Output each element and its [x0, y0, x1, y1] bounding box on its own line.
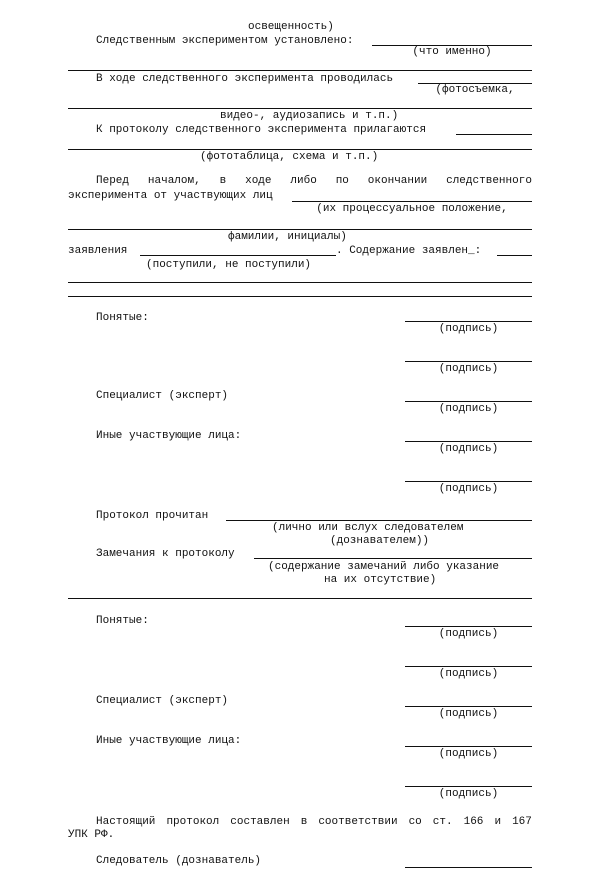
attached-caption: (фототаблица, схема и т.п.) [200, 151, 379, 163]
statements-content-label: . Содержание заявлен_: [336, 245, 482, 257]
signature-caption: (подпись) [438, 443, 499, 455]
recording-caption-1: (фотосъемка, [435, 84, 515, 96]
word: 167 [512, 816, 532, 828]
word: следственного [446, 175, 532, 187]
signature-caption: (подпись) [438, 628, 499, 640]
signature-caption: (подпись) [438, 788, 499, 800]
statements-caption-1: (их процессуальное положение, [316, 203, 508, 215]
signature-caption: (подпись) [438, 708, 499, 720]
other-person-1-signature-line[interactable] [405, 746, 532, 747]
witness-2-signature-line[interactable] [405, 666, 532, 667]
other-persons-label: Иные участвующие лица: [96, 430, 242, 442]
investigator-signature-line[interactable] [405, 867, 532, 868]
recording-label: В ходе следственного эксперимента проводилась [96, 73, 394, 85]
remarks-caption-2: на их отсутствие) [324, 574, 437, 586]
statements-content-field[interactable] [497, 255, 532, 256]
word: в [219, 175, 227, 187]
established-continuation-line[interactable] [68, 70, 532, 71]
final-line-1 [96, 816, 532, 829]
statements-persons-field[interactable] [292, 201, 532, 202]
word: 166 [463, 816, 484, 828]
attached-field[interactable] [456, 134, 532, 135]
signature-caption: (подпись) [438, 403, 499, 415]
statements-line-2: эксперимента от участвующих лиц [68, 190, 273, 202]
remarks-caption-1: (содержание замечаний либо указание [268, 561, 500, 573]
specialist-signature-line[interactable] [405, 401, 532, 402]
word: ходе [245, 175, 272, 187]
specialist-label: Специалист (эксперт) [96, 390, 229, 402]
read-field[interactable] [226, 520, 532, 521]
word: окончании [367, 175, 428, 187]
other-person-2-signature-line[interactable] [405, 786, 532, 787]
statements-word: заявления [68, 245, 128, 257]
attached-label: К протоколу следственного эксперимента прилагаются [96, 124, 427, 136]
recording-caption-2: видео-, аудиозапись и т.п.) [220, 110, 399, 122]
investigator-label: Следователь (дознаватель) [96, 855, 262, 867]
word: началом, [147, 175, 201, 187]
signature-caption: (подпись) [438, 748, 499, 760]
word: ст. [432, 816, 453, 828]
attached-continuation-line[interactable] [68, 149, 532, 150]
recording-continuation-line[interactable] [68, 108, 532, 109]
final-line-2: УПК РФ. [68, 829, 115, 841]
word: протокол [166, 816, 220, 828]
established-caption: (что именно) [412, 46, 492, 58]
word: Настоящий [96, 816, 156, 828]
word: соответствии [318, 816, 398, 828]
other-person-2-signature-line[interactable] [405, 481, 532, 482]
statements-content-line-1[interactable] [68, 282, 532, 283]
remarks-field[interactable] [254, 558, 532, 559]
word: Перед [96, 175, 130, 187]
illumination-tail: освещенность) [248, 21, 334, 33]
signature-caption: (подпись) [438, 483, 499, 495]
statements-caption-2: фамилии, инициалы) [228, 231, 347, 243]
witness-2-signature-line[interactable] [405, 361, 532, 362]
signature-caption: (подпись) [438, 363, 499, 375]
established-label: Следственным экспериментом установлено: [96, 35, 354, 47]
remarks-continuation-line[interactable] [68, 598, 532, 599]
word: составлен [230, 816, 290, 828]
witnesses-label: Понятые: [96, 312, 149, 324]
witness-1-signature-line[interactable] [405, 321, 532, 322]
word: и [494, 816, 502, 828]
statements-caption-3: (поступили, не поступили) [146, 259, 312, 271]
read-label: Протокол прочитан [96, 510, 209, 522]
remarks-label: Замечания к протоколу [96, 548, 235, 560]
word: по [335, 175, 349, 187]
statements-persons-continuation-line[interactable] [68, 229, 532, 230]
other-persons-label: Иные участвующие лица: [96, 735, 242, 747]
statements-received-field[interactable] [140, 255, 336, 256]
witness-1-signature-line[interactable] [405, 626, 532, 627]
other-person-1-signature-line[interactable] [405, 441, 532, 442]
read-caption-2: (дознавателем)) [330, 535, 430, 547]
read-caption-1: (лично или вслух следователем [272, 522, 464, 534]
signature-caption: (подпись) [438, 668, 499, 680]
signature-caption: (подпись) [438, 323, 499, 335]
statements-content-line-2[interactable] [68, 296, 532, 297]
word: со [408, 816, 422, 828]
specialist-label: Специалист (эксперт) [96, 695, 229, 707]
word: в [300, 816, 308, 828]
specialist-signature-line[interactable] [405, 706, 532, 707]
witnesses-label: Понятые: [96, 615, 149, 627]
statements-line-1 [96, 175, 532, 188]
word: либо [290, 175, 317, 187]
